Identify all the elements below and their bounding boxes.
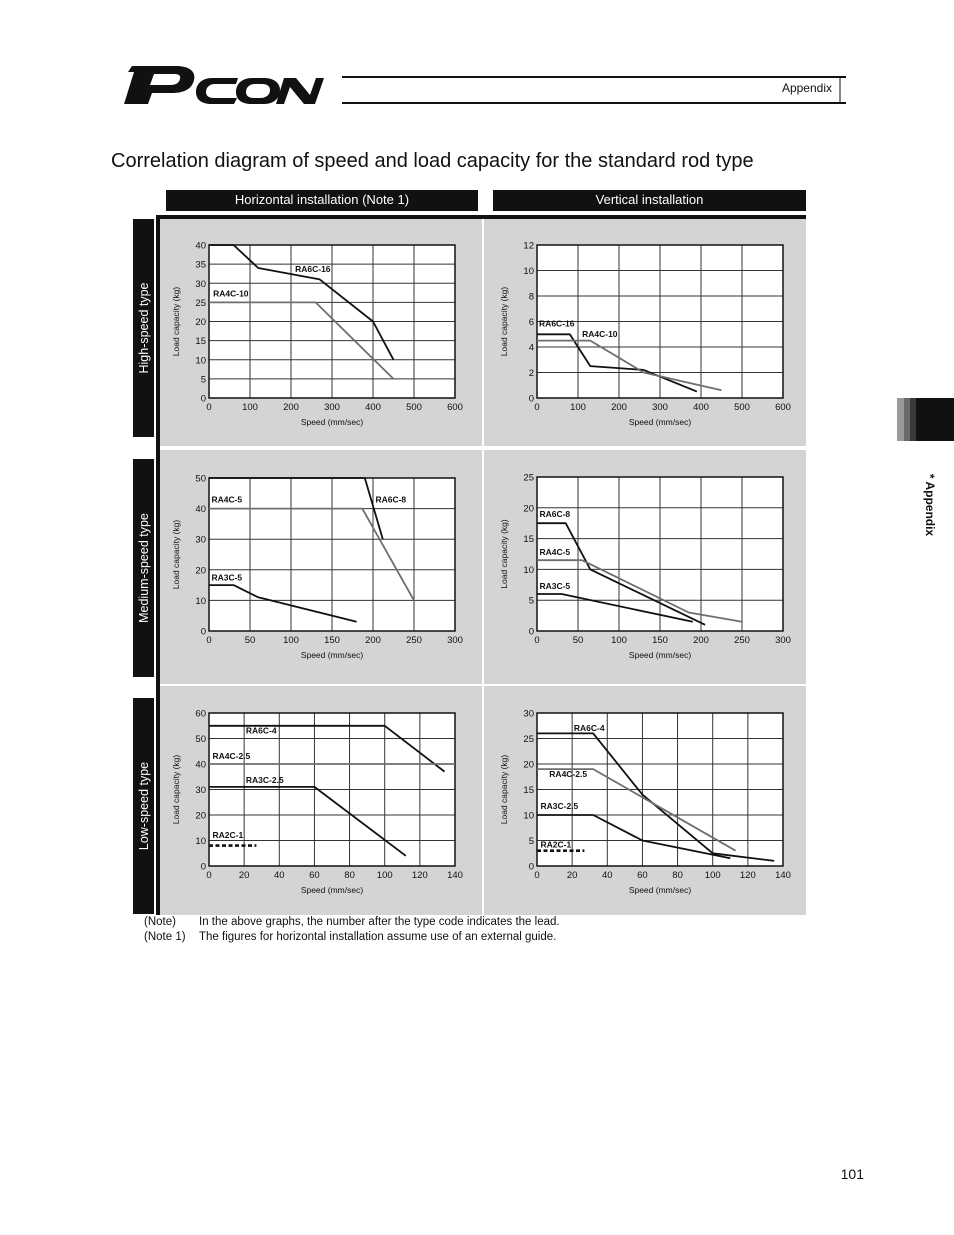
y-axis-label: Load capacity (kg) <box>499 754 509 825</box>
y-tick-label: 2 <box>528 368 534 379</box>
note-external-guide <box>144 931 556 943</box>
x-tick-label: 60 <box>637 870 648 881</box>
note-lead <box>144 916 560 928</box>
x-tick-label: 300 <box>447 635 463 646</box>
y-tick-label: 10 <box>195 355 206 367</box>
column-header-vertical: Vertical installation <box>493 190 806 211</box>
page-number: 101 <box>840 1166 864 1182</box>
y-tick-label: 40 <box>195 504 206 516</box>
y-tick-label: 0 <box>528 626 534 638</box>
x-tick-label: 120 <box>739 870 756 881</box>
note-text: The figures for horizontal installation assume use of an external guide. <box>199 931 557 943</box>
x-tick-label: 20 <box>238 870 250 881</box>
series-label: RA6C-4 <box>573 722 605 733</box>
x-tick-label: 80 <box>672 870 683 881</box>
y-tick-label: 0 <box>528 861 534 873</box>
y-tick-label: 15 <box>523 785 534 796</box>
x-tick-label: 150 <box>652 635 668 646</box>
chart-panel <box>484 450 806 684</box>
series-label: RA4C-10 <box>582 328 618 339</box>
y-tick-label: 20 <box>523 759 534 771</box>
row-label-high-speed <box>133 219 154 437</box>
y-tick-label: 0 <box>200 861 206 873</box>
series-label: RA2C-1 <box>212 829 244 840</box>
y-tick-label: 60 <box>195 708 206 720</box>
y-tick-label: 6 <box>528 317 534 328</box>
x-tick-label: 100 <box>704 870 721 881</box>
chart-panel <box>160 450 482 684</box>
x-tick-label: 300 <box>652 402 668 413</box>
x-tick-label: 50 <box>572 635 584 646</box>
x-tick-label: 20 <box>566 870 578 881</box>
y-tick-label: 30 <box>195 534 206 546</box>
y-tick-label: 40 <box>195 759 206 771</box>
y-tick-label: 8 <box>528 291 534 303</box>
note-text: In the above graphs, the number after the type code indicates the lead. <box>199 916 560 928</box>
chart-grid <box>160 219 806 915</box>
x-tick-label: 140 <box>447 870 463 881</box>
x-tick-label: 60 <box>309 870 320 881</box>
note-label: (Note 1) <box>144 931 186 943</box>
y-tick-label: 50 <box>195 473 206 485</box>
y-tick-label: 10 <box>523 564 534 576</box>
x-tick-label: 0 <box>534 870 540 881</box>
y-tick-label: 5 <box>200 374 206 386</box>
page-title: Correlation diagram of speed and load capacity for the standard rod type <box>111 150 754 172</box>
y-tick-label: 10 <box>523 810 534 822</box>
chart-panel <box>160 219 482 446</box>
y-tick-label: 25 <box>523 472 534 484</box>
y-axis-label: Load capacity (kg) <box>171 519 181 590</box>
series-label: RA4C-2.5 <box>212 750 251 761</box>
chart-panel <box>484 219 806 446</box>
x-tick-label: 40 <box>273 870 285 881</box>
y-tick-label: 50 <box>195 734 206 745</box>
chart-panel <box>484 686 806 915</box>
y-axis-label: Load capacity (kg) <box>499 519 509 589</box>
series-label: RA3C-2.5 <box>540 800 579 811</box>
x-tick-label: 600 <box>775 402 791 413</box>
series-label: RA6C-4 <box>245 725 277 736</box>
y-tick-label: 5 <box>528 836 534 847</box>
series-label: RA4C-5 <box>539 547 571 558</box>
x-tick-label: 400 <box>693 402 709 413</box>
row-label-text: Low-speed type <box>136 761 151 851</box>
x-tick-label: 300 <box>324 402 340 413</box>
y-tick-label: 4 <box>528 342 534 354</box>
y-tick-label: 40 <box>195 240 206 252</box>
y-tick-label: 12 <box>523 240 534 252</box>
y-axis-label: Load capacity (kg) <box>499 286 509 357</box>
y-tick-label: 10 <box>195 836 206 847</box>
x-tick-label: 0 <box>206 402 212 413</box>
appendix-side-text: * Appendix <box>923 473 937 537</box>
series-label: RA4C-5 <box>211 494 243 505</box>
x-tick-label: 120 <box>411 870 428 881</box>
y-tick-label: 5 <box>528 595 534 607</box>
appendix-side-tab <box>897 398 954 441</box>
x-tick-label: 250 <box>406 635 422 646</box>
chart-panel <box>160 686 482 915</box>
series-label: RA6C-8 <box>539 509 571 520</box>
note-label: (Note) <box>144 916 176 928</box>
y-tick-label: 10 <box>195 595 206 607</box>
x-tick-label: 200 <box>365 635 381 646</box>
row-label-medium-speed <box>133 459 154 677</box>
x-tick-label: 300 <box>775 635 791 646</box>
y-tick-label: 15 <box>523 534 534 546</box>
series-label: RA3C-5 <box>211 572 243 583</box>
x-tick-label: 140 <box>775 870 791 881</box>
series-label: RA6C-16 <box>295 263 331 274</box>
x-tick-label: 600 <box>447 402 463 413</box>
y-tick-label: 20 <box>523 503 534 515</box>
x-tick-label: 0 <box>534 635 540 646</box>
x-axis-label: Speed (mm/sec) <box>628 650 692 660</box>
y-axis-label: Load capacity (kg) <box>171 754 181 825</box>
x-tick-label: 200 <box>611 402 627 413</box>
y-tick-label: 20 <box>195 317 206 328</box>
series-label: RA3C-2.5 <box>245 775 284 786</box>
series-label: RA6C-8 <box>375 494 407 505</box>
y-tick-label: 20 <box>195 565 206 577</box>
x-tick-label: 200 <box>693 635 709 646</box>
row-label-low-speed <box>133 698 154 914</box>
pcon-logo <box>116 66 342 106</box>
y-tick-label: 25 <box>523 734 534 745</box>
x-tick-label: 40 <box>601 870 613 881</box>
x-tick-label: 250 <box>734 635 750 646</box>
x-tick-label: 80 <box>344 870 355 881</box>
y-tick-label: 0 <box>528 393 534 405</box>
x-tick-label: 100 <box>570 402 586 413</box>
x-tick-label: 0 <box>206 635 212 646</box>
x-axis-label: Speed (mm/sec) <box>300 650 364 660</box>
x-axis-label: Speed (mm/sec) <box>628 885 692 895</box>
x-tick-label: 0 <box>206 870 212 881</box>
row-label-text: Medium-speed type <box>136 513 151 623</box>
y-tick-label: 25 <box>195 297 206 309</box>
series-label: RA6C-16 <box>539 318 575 329</box>
x-axis-label: Speed (mm/sec) <box>300 417 364 427</box>
series-label: RA4C-2.5 <box>549 768 588 779</box>
y-tick-label: 15 <box>195 336 206 348</box>
x-tick-label: 50 <box>244 635 256 646</box>
x-tick-label: 200 <box>283 402 299 413</box>
y-tick-label: 0 <box>200 393 206 405</box>
series-label: RA2C-1 <box>540 839 572 850</box>
column-header-horizontal: Horizontal installation (Note 1) <box>166 190 478 211</box>
y-tick-label: 30 <box>523 708 534 720</box>
header-section-label: Appendix <box>781 81 832 95</box>
x-tick-label: 100 <box>283 635 299 646</box>
x-tick-label: 500 <box>734 402 750 413</box>
x-axis-label: Speed (mm/sec) <box>300 885 364 895</box>
x-axis-label: Speed (mm/sec) <box>628 417 692 427</box>
x-tick-label: 100 <box>242 402 258 413</box>
y-axis-label: Load capacity (kg) <box>171 286 181 357</box>
x-tick-label: 100 <box>611 635 627 646</box>
y-tick-label: 20 <box>195 810 206 822</box>
y-tick-label: 10 <box>523 266 534 277</box>
y-tick-label: 30 <box>195 785 206 796</box>
x-tick-label: 500 <box>406 402 422 413</box>
x-tick-label: 400 <box>365 402 381 413</box>
y-tick-label: 0 <box>200 626 206 638</box>
y-tick-label: 30 <box>195 278 206 290</box>
x-tick-label: 0 <box>534 402 540 413</box>
series-label: RA3C-5 <box>539 581 571 592</box>
x-tick-label: 100 <box>376 870 393 881</box>
x-tick-label: 150 <box>324 635 340 646</box>
appendix-side-label <box>918 460 942 550</box>
row-label-text: High-speed type <box>136 282 151 374</box>
series-label: RA4C-10 <box>213 288 249 299</box>
y-tick-label: 35 <box>195 259 206 271</box>
